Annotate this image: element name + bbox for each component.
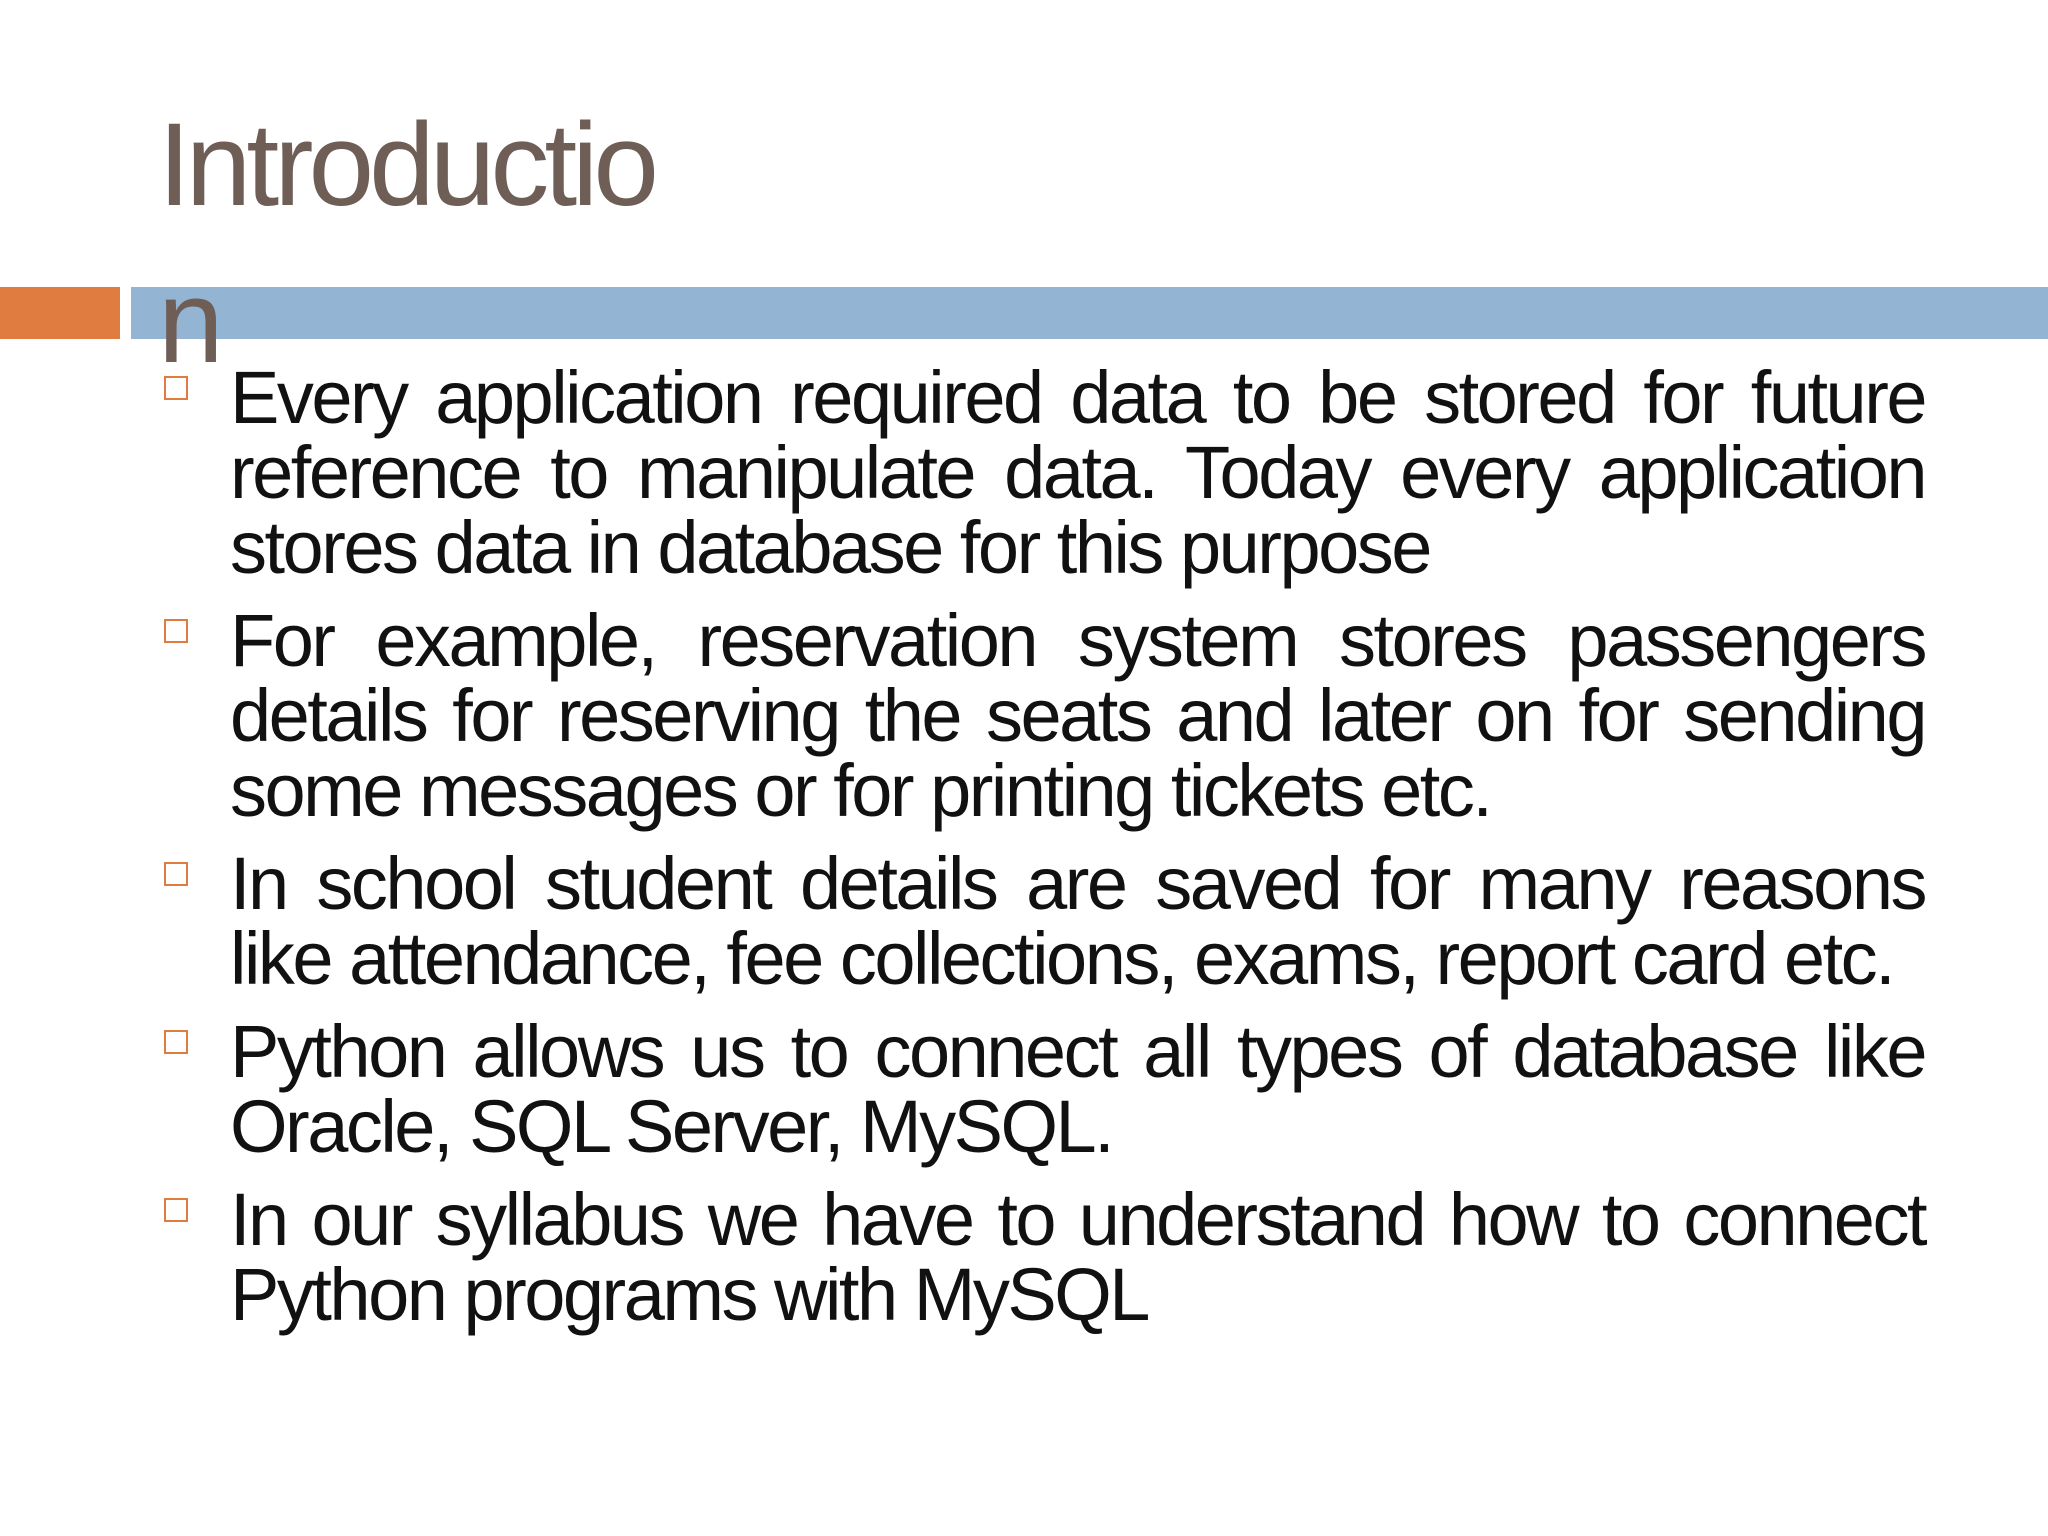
slide-title-line-1: Introductio (158, 99, 654, 231)
bullet-text: In school student details are saved for many reasons like attendance, fee collections, exams, report card etc. (230, 842, 1925, 1000)
hollow-square-bullet-icon (164, 1030, 188, 1054)
hollow-square-bullet-icon (164, 862, 188, 886)
bullet-item (160, 599, 1925, 832)
orange-accent-bar (0, 287, 120, 339)
bullet-item (160, 356, 1925, 589)
bullet-item (160, 1010, 1925, 1168)
bullet-item (160, 842, 1925, 1000)
slide-title-line-2: n (158, 256, 219, 388)
hollow-square-bullet-icon (164, 1198, 188, 1222)
bullet-text: Python allows us to connect all types of database like Oracle, SQL Server, MySQL. (230, 1010, 1925, 1168)
bullet-item (160, 1178, 1925, 1336)
bullet-text: For example, reservation system stores passengers details for reserving the seats and later on for sending some messages or for printing tickets etc. (230, 599, 1925, 832)
bullet-list (160, 356, 1925, 1350)
hollow-square-bullet-icon (164, 376, 188, 400)
bullet-text: Every application required data to be stored for future reference to manipulate data. Today every application stores data in database for this purpose (230, 356, 1925, 589)
bullet-text: In our syllabus we have to understand how to connect Python programs with MySQL (230, 1178, 1925, 1336)
blue-accent-bar (131, 287, 2048, 339)
hollow-square-bullet-icon (164, 619, 188, 643)
